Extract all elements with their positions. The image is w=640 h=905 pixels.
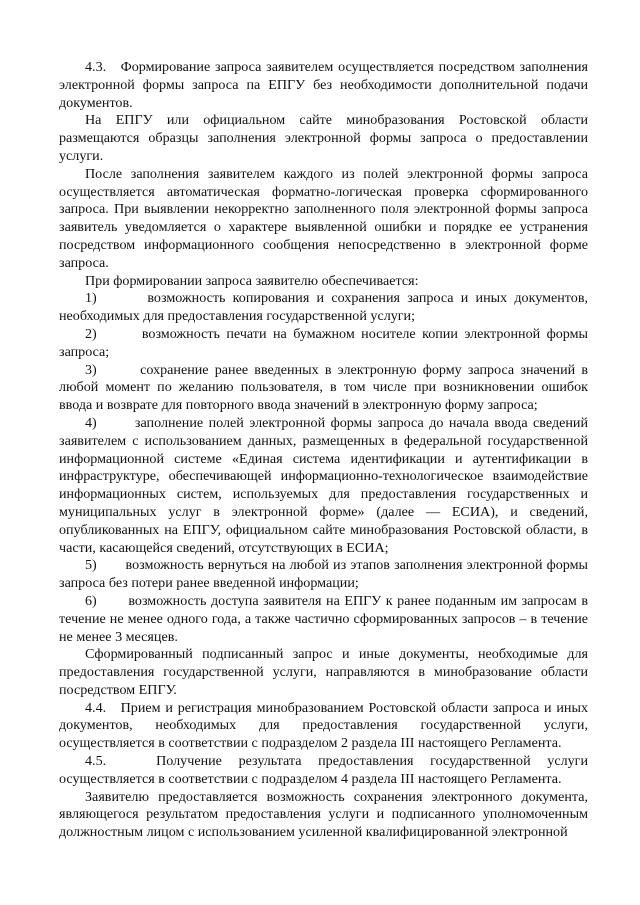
- list-item-6-access-requests: 6) возможность доступа заявителя на ЕПГУ к ранее поданным им запросам в течение не менее одного года, а также частично сформированных запросов – в течение не менее 3 месяцев.: [59, 592, 588, 645]
- list-item-5-return-to-step: 5) возможность вернуться на любой из этапов заполнения электронной формы запроса без потери ранее введенной информации;: [59, 557, 588, 592]
- list-item-3-save-values: 3) сохранение ранее введенных в электронную форму запроса значений в любой момент по желанию пользователя, в том числе при возникновении ошибок ввода и возврате для повторного ввода значений в электронную форму запроса;: [59, 361, 588, 414]
- list-item-1-copy-save: 1) возможность копирования и сохранения запроса и иных документов, необходимых для предоставления государственной услуги;: [59, 290, 588, 325]
- paragraph-save-result-document: Заявителю предоставляется возможность сохранения электронного документа, являющегося результатом предоставления услуги и подписанного уполномоченным должностным лицом с использованием усиленной квалифицированной электронной: [59, 788, 588, 841]
- paragraph-4-4-registration: 4.4. Прием и регистрация минобразованием Ростовской области запроса и иных документов, необходимых для предоставления государственной услуги, осуществляется в соответствии с подразделом 2 раздела III настоящего Регламента.: [59, 699, 588, 752]
- paragraph-list-intro: При формировании запроса заявителю обеспечивается:: [85, 272, 419, 289]
- paragraph-form-samples: На ЕПГУ или официальном сайте минобразования Ростовской области размещаются образцы заполнения электронной формы запроса о предоставлении услуги.: [59, 112, 588, 164]
- list-item-4-prefill-esia: 4) заполнение полей электронной формы запроса до начала ввода сведений заявителем с использованием данных, размещенных в федеральной государственной информационной системе «Единая система идентификации и аутентификации в инфраструктуре, обеспечивающей информационно-технологическое взаимодействие информационных систем, используемых для предоставления государственных и муниципальных услуг в электронной форме» (далее — ЕСИА), и сведений, опубликованных на ЕПГУ, официальном сайте минобразования Ростовской области, в части, касающейся сведений, отсутствующих в ЕСИА;: [59, 414, 588, 556]
- paragraph-signed-request: Сформированный подписанный запрос и иные документы, необходимые для предоставления государственной услуги, направляются в минобразование области посредством ЕПГУ.: [59, 646, 588, 698]
- paragraph-4-3-request-formation: 4.3. Формирование запроса заявителем осуществляется посредством заполнения электронной формы запроса па ЕПГУ без необходимости дополнительной подачи документов.: [59, 59, 588, 111]
- paragraph-4-5-result: 4.5. Получение результата предоставления государственной услуги осуществляется в соответствии с подразделом 4 раздела III настоящего Регламента.: [59, 753, 588, 787]
- paragraph-format-check: После заполнения заявителем каждого из полей электронной формы запроса осуществляется автоматическая форматно-логическая проверка сформированного запроса. При выявлении некорректно заполненного поля электронной формы запроса заявитель уведомляется о характере выявленной ошибки и порядке ее устранения посредством информационного сообщения непосредственно в электронной форме запроса.: [59, 165, 588, 271]
- list-item-2-print: 2) возможность печати на бумажном носителе копии электронной формы запроса;: [59, 325, 588, 360]
